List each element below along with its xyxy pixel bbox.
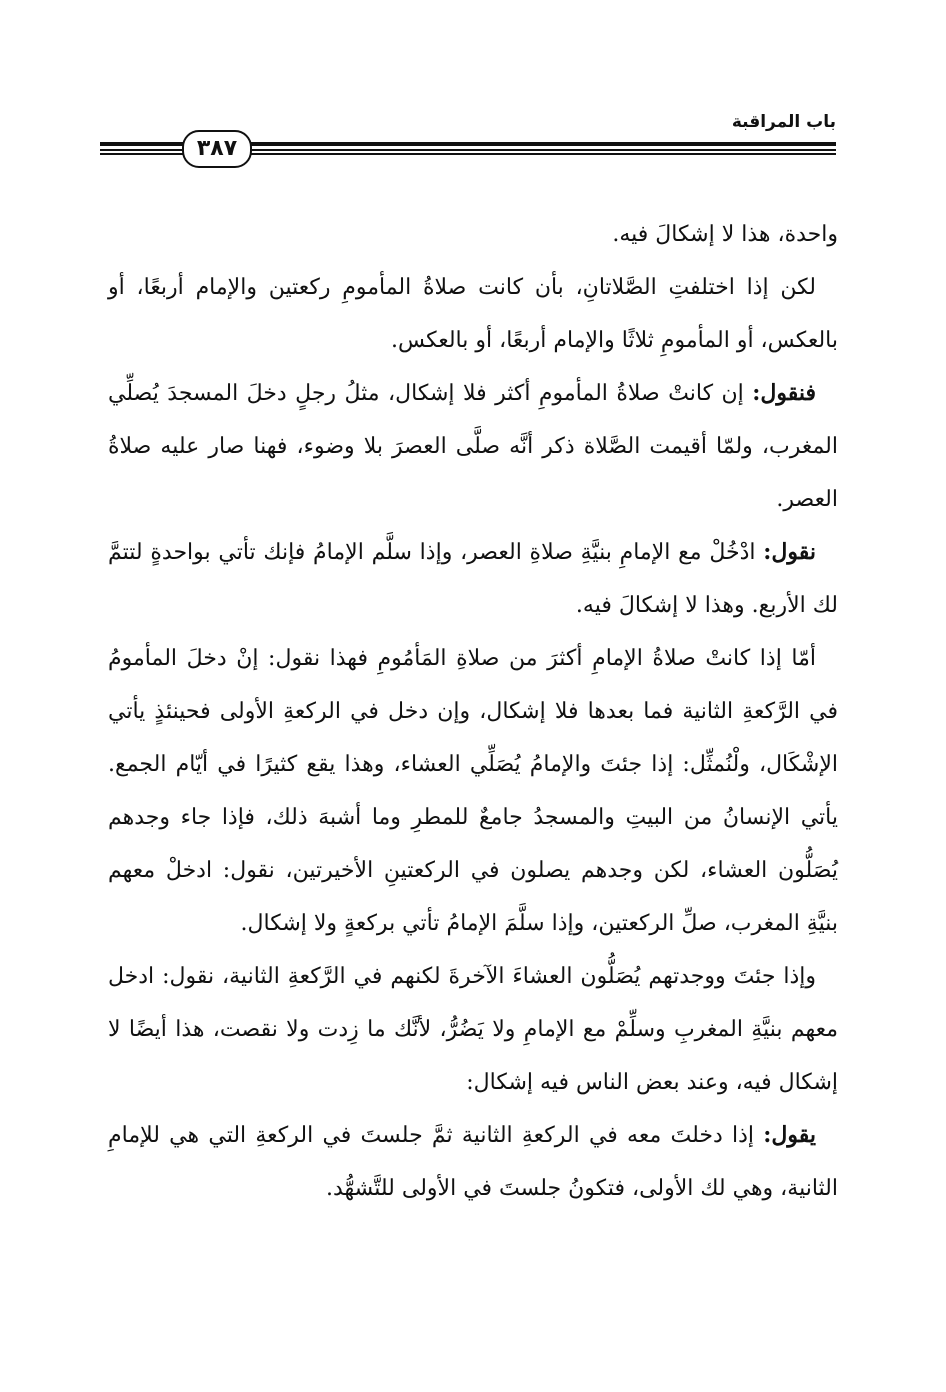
paragraph [108, 261, 838, 367]
paragraph [108, 367, 838, 526]
paragraph [108, 1109, 838, 1215]
paragraph [108, 632, 838, 950]
paragraph-text: إن كانتْ صلاةُ المأمومِ أكثر فلا إشكال، مثلُ رجلٍ دخلَ المسجدَ يُصلِّي المغرب، ولمّا أقيمت الصَّلاة ذكر أنَّه صلَّى العصرَ بلا وضوء، فهنا صار عليه صلاةُ العصر. [108, 381, 838, 512]
body-text [108, 208, 838, 1215]
paragraph-lead: يقول: [763, 1122, 816, 1148]
paragraph-lead: فنقول: [752, 380, 816, 406]
paragraph-text: وإذا جئتَ ووجدتهم يُصَلُّون العشاءَ الآخرةَ لكنهم في الرَّكعةِ الثانية، نقول: ادخل معهم بنيَّةِ المغربِ وسلِّمْ مع الإمامِ ولا يَضُرُّ، لأنَّك ما زِدت ولا نقصت، هذا أيضًا لا إشكال فيه، وعند بعض الناس فيه إشكال: [108, 964, 838, 1095]
chapter-title: باب المراقبة [731, 112, 836, 132]
paragraph-text: ادْخُلْ مع الإمامِ بنيَّةِ صلاةِ العصر، وإذا سلَّم الإمامُ فإنك تأتي بواحدةٍ لتتمَّ لك الأربع. وهذا لا إشكالَ فيه. [108, 540, 838, 618]
paragraph [108, 526, 838, 632]
paragraph-lead: نقول: [763, 539, 816, 565]
paragraph [108, 950, 838, 1109]
paragraph-text: لكن إذا اختلفتِ الصَّلاتانِ، بأن كانت صلاةُ المأمومِ ركعتين والإمام أربعًا، أو بالعكس، أو المأمومِ ثلاثًا والإمام أربعًا، أو بالعكس. [108, 275, 838, 353]
paragraph [108, 208, 838, 261]
page-number: ٣٨٧ [182, 130, 252, 168]
paragraph-text: أمّا إذا كانتْ صلاةُ الإمامِ أكثرَ من صلاةِ المَأمُومِ فهذا نقول: إنْ دخلَ المأمومُ في الرَّكعةِ الثانية فما بعدها فلا إشكال، وإن دخل في الركعةِ الأولى فحينئذٍ يأتي الإشْكَال، ولْنُمثِّل: إذا جئتَ والإمامُ يُصَلِّي العشاء، وهذا يقع كثيرًا في أيّام الجمع. يأتي الإنسانُ من البيتِ والمسجدُ جامعٌ للمطرِ وما أشبهَ ذلك، فإذا جاء وجدهم يُصَلُّون العشاء، لكن وجدهم يصلون في الركعتينِ الأخيرتين، نقول: ادخلْ معهم بنيَّةِ المغرب، صلِّ الركعتين، وإذا سلَّمَ الإمامُ تأتي بركعةٍ ولا إشكال. [108, 646, 838, 936]
paragraph-text: واحدة، هذا لا إشكالَ فيه. [612, 222, 838, 247]
paragraph-text: إذا دخلتَ معه في الركعةِ الثانية ثمَّ جلستَ في الركعةِ التي هي للإمامِ الثانية، وهي لك الأولى، فتكونُ جلستَ في الأولى للتَّشهُّد. [108, 1123, 838, 1201]
